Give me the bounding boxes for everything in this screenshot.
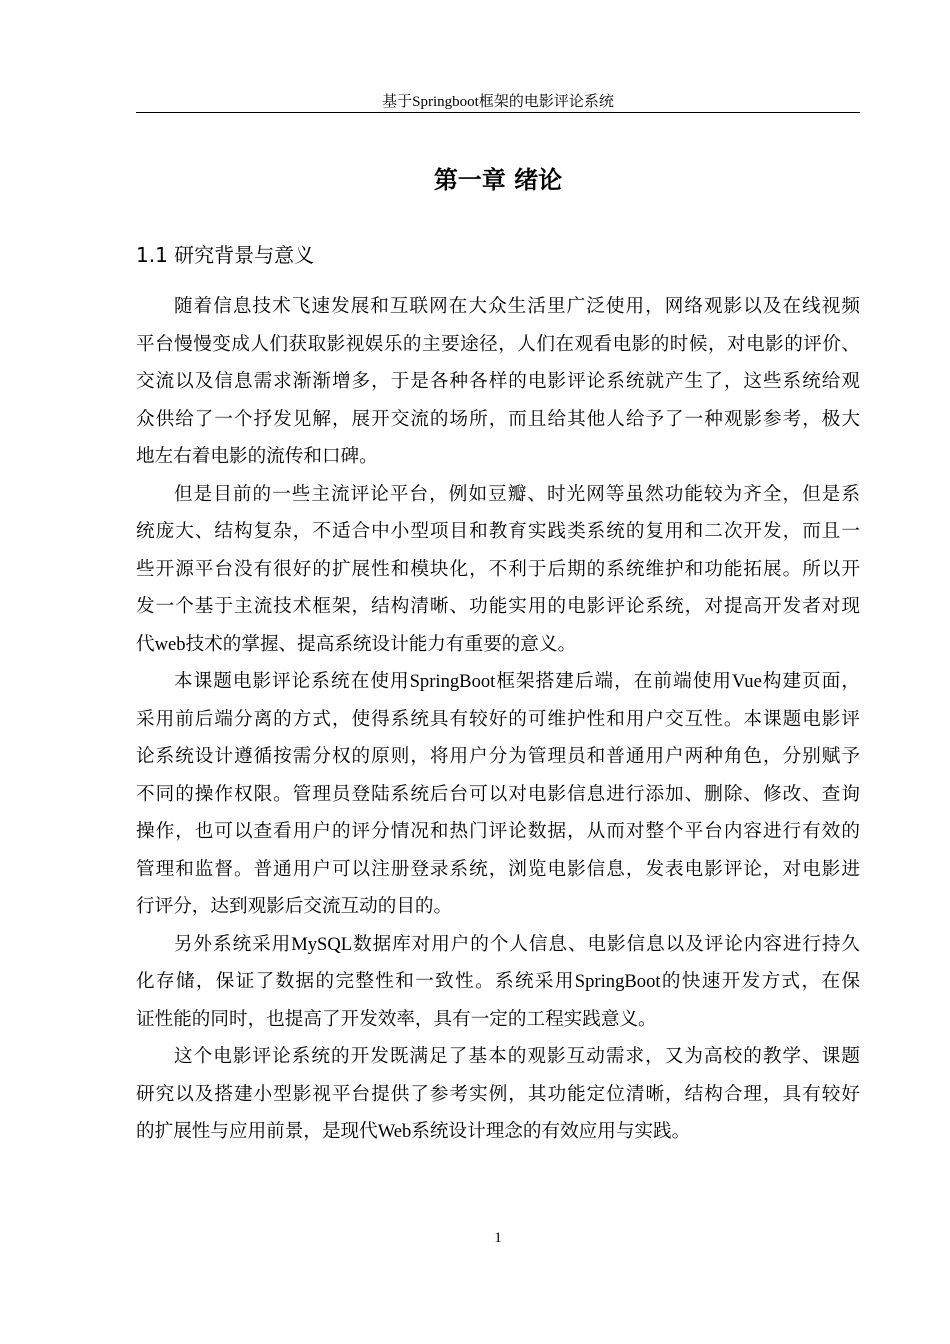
paragraph <box>136 476 860 664</box>
text-line: 本课题电影评论系统在使用SpringBoot框架搭建后端，在前端使用Vue构建页面， <box>174 671 860 692</box>
text-line: 平台慢慢变成人们获取影视娱乐的主要途径，人们在观看电影的时候，对电影的评价、 <box>136 333 860 355</box>
text-line: 另外系统采用MySQL数据库对用户的个人信息、电影信息以及评论内容进行持久 <box>174 933 860 955</box>
text-line: 代web技术的掌握、提高系统设计能力有重要的意义。 <box>136 633 577 655</box>
section-heading: 1.1 研究背景与意义 <box>136 243 315 267</box>
header-rule <box>136 112 860 113</box>
text-line: 论系统设计遵循按需分权的原则，将用户分为管理员和普通用户两种角色，分别赋予 <box>136 746 860 767</box>
text-line: 行评分，达到观影后交流互动的目的。 <box>136 896 453 917</box>
text-line: 研究以及搭建小型影视平台提供了参考实例，其功能定位清晰，结构合理，具有较好 <box>136 1083 860 1105</box>
paragraph <box>136 288 860 476</box>
chapter-title: 第一章 绪论 <box>433 166 563 194</box>
text-line: 发一个基于主流技术框架，结构清晰、功能实用的电影评论系统，对提高开发者对现 <box>136 596 860 617</box>
text-line: 的扩展性与应用前景，是现代Web系统设计理念的有效应用与实践。 <box>136 1121 691 1142</box>
paragraph <box>136 663 860 926</box>
text-line: 操作，也可以查看用户的评分情况和热门评论数据，从而对整个平台内容进行有效的 <box>136 821 860 842</box>
paragraph <box>136 926 860 1039</box>
text-line: 统庞大、结构复杂，不适合中小型项目和教育实践类系统的复用和二次开发，而且一 <box>136 521 860 542</box>
text-line: 交流以及信息需求渐渐增多，于是各种各样的电影评论系统就产生了，这些系统给观 <box>136 371 860 392</box>
text-line: 随着信息技术飞速发展和互联网在大众生活里广泛使用，网络观影以及在线视频 <box>174 296 860 317</box>
text-line: 采用前后端分离的方式，使得系统具有较好的可维护性和用户交互性。本课题电影评 <box>136 708 860 730</box>
text-line: 这个电影评论系统的开发既满足了基本的观影互动需求，又为高校的教学、课题 <box>174 1046 860 1067</box>
text-line: 不同的操作权限。管理员登陆系统后台可以对电影信息进行添加、删除、修改、查询 <box>136 783 860 805</box>
text-line: 众供给了一个抒发见解，展开交流的场所，而且给其他人给予了一种观影参考，极大 <box>136 408 860 430</box>
page-number: 1 <box>494 1230 502 1246</box>
text-line: 管理和监督。普通用户可以注册登录系统，浏览电影信息，发表电影评论，对电影进 <box>136 858 860 880</box>
body-text <box>136 288 860 1151</box>
paragraph <box>136 1038 860 1151</box>
text-line: 化存储，保证了数据的完整性和一致性。系统采用SpringBoot的快速开发方式，在保 <box>136 971 860 992</box>
text-line: 些开源平台没有很好的扩展性和模块化，不利于后期的系统维护和功能拓展。所以开 <box>136 558 860 580</box>
text-line: 但是目前的一些主流评论平台，例如豆瓣、时光网等虽然功能较为齐全，但是系 <box>174 483 860 505</box>
text-line: 地左右着电影的流传和口碑。 <box>136 446 378 467</box>
running-header: 基于Springboot框架的电影评论系统 <box>382 94 614 110</box>
text-line: 证性能的同时，也提高了开发效率，具有一定的工程实践意义。 <box>136 1008 657 1030</box>
